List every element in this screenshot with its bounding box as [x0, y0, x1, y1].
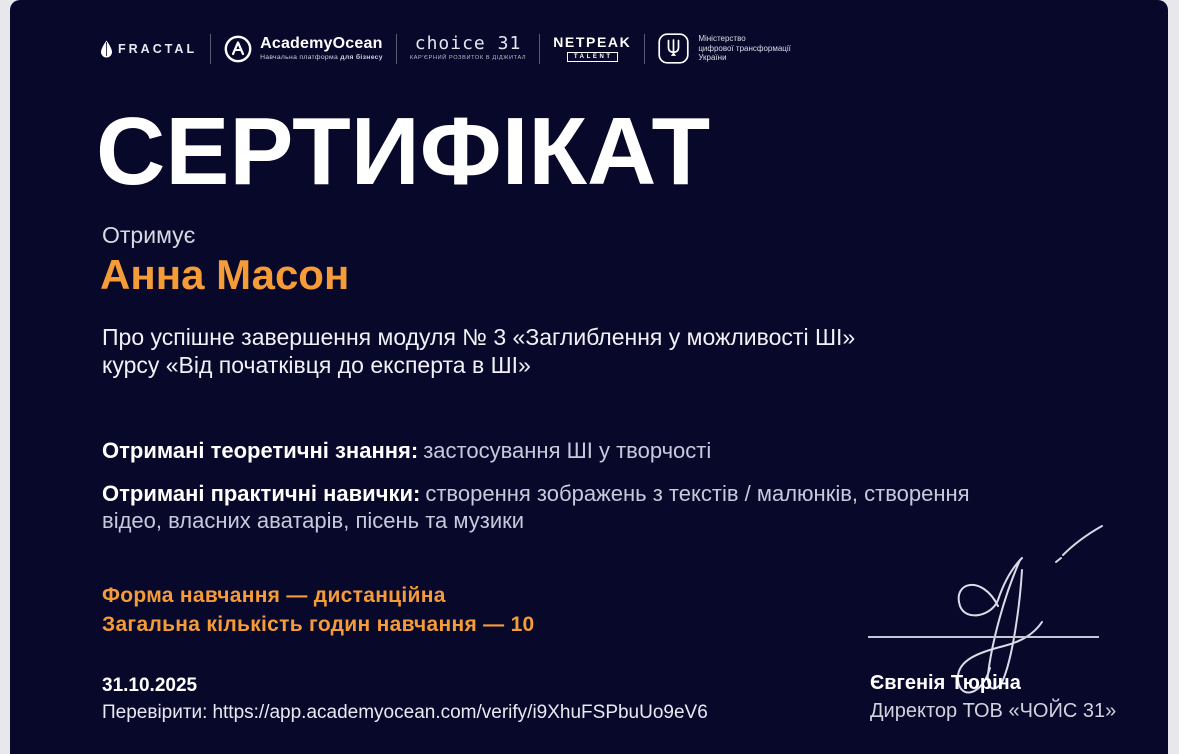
course-description-line2: курсу «Від початківця до експерта в ШІ»: [102, 351, 531, 378]
practical-skills-value: створення зображень з текстів / малюнків, створення відео, власних аватарів, пісень та музики: [102, 481, 970, 533]
choice31-logo-text: choice 31: [414, 33, 522, 55]
netpeak-logo-text: NETPEAK: [553, 33, 632, 50]
fractal-drop-icon: [100, 40, 113, 58]
course-description-line1: Про успішне завершення модуля № 3 «Заглиблення у можливості ШІ»: [102, 324, 856, 350]
recipient-name: Анна Масон: [100, 251, 350, 298]
academyocean-icon: [224, 35, 252, 63]
verify-url: https://app.academyocean.com/verify/i9XhuFSPbuUo9eV6: [212, 702, 708, 723]
ministry-logo: [658, 33, 791, 64]
verify-label: Перевірити:: [102, 702, 208, 723]
signer-name: Євгенія Тюріна: [870, 672, 1021, 694]
academyocean-logo-text: AcademyOcean: [260, 34, 383, 52]
logo-divider: [644, 34, 645, 64]
logo-divider: [396, 34, 397, 64]
fractal-logo: [100, 40, 197, 58]
logo-divider: [210, 34, 211, 64]
theoretical-knowledge-label: Отримані теоретичні знання:: [102, 438, 419, 463]
ministry-logo-text: Міністерство цифрової трансформації України: [698, 34, 791, 63]
certificate-card: [10, 0, 1168, 754]
academyocean-logo: [224, 35, 383, 63]
netpeak-logo: [553, 35, 631, 63]
choice31-tagline: КАР'ЄРНИЙ РОЗВИТОК В ДІДЖИТАЛ: [409, 55, 527, 62]
partner-logos-bar: [100, 33, 791, 64]
signature-line: [868, 636, 1099, 638]
theoretical-knowledge: [102, 437, 986, 464]
study-details: [102, 582, 535, 639]
signer-role: Директор ТОВ «ЧОЙС 31»: [870, 700, 1117, 722]
issue-date: 31.10.2025: [102, 675, 198, 696]
course-description: [102, 324, 855, 379]
verification-line: [102, 702, 708, 724]
study-hours: Загальна кількість годин навчання — 10: [102, 612, 535, 636]
practical-skills: [102, 480, 986, 534]
recipient-label: Отримує: [102, 222, 196, 248]
netpeak-talent-badge: TALENT: [567, 52, 618, 63]
fractal-logo-text: FRACTAL: [118, 41, 198, 56]
academyocean-tagline: Навчальна платформа для бізнесу: [260, 53, 383, 61]
choice31-logo: [410, 35, 526, 62]
certificate-title: СЕРТИФІКАТ: [96, 98, 711, 205]
trident-icon: [658, 33, 689, 64]
practical-skills-label: Отримані практичні навички:: [102, 481, 421, 506]
signature-block: [858, 510, 1118, 740]
theoretical-knowledge-value: застосування ШІ у творчості: [423, 438, 712, 463]
logo-divider: [539, 34, 540, 64]
study-form: Форма навчання — дистанційна: [102, 584, 446, 607]
